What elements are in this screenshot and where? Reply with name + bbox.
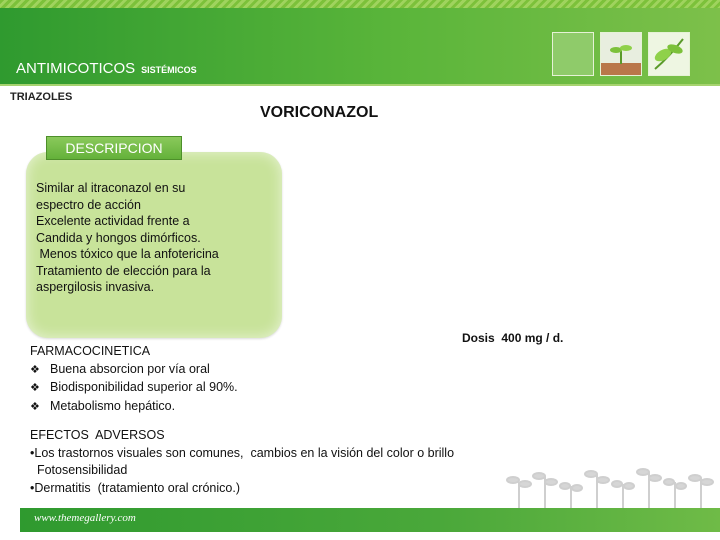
list-item: [30, 379, 238, 398]
description-line: Tratamiento de elección para la: [36, 263, 211, 278]
sprouts-decoration-icon: [505, 466, 715, 508]
description-line: Candida y hongos dimórficos.: [36, 230, 201, 245]
pharmacokinetics-heading: FARMACOCINETICA: [30, 344, 151, 358]
description-tab: DESCRIPCION: [46, 136, 182, 160]
page-title: VORICONAZOL: [260, 104, 379, 121]
description-line: Similar al itraconazol en su: [36, 181, 186, 195]
description-line: Excelente actividad frente a: [36, 214, 190, 228]
list-item: [30, 398, 238, 417]
description-line: aspergilosis invasiva.: [36, 280, 155, 294]
list-item-text: Buena absorcion por vía oral: [50, 361, 210, 376]
pharmacokinetics-section: [30, 343, 238, 416]
diamond-bullet-icon: ❖: [30, 363, 40, 376]
header-title-main: ANTIMICOTICOS: [16, 60, 136, 77]
description-text: [36, 180, 254, 296]
description-line: espectro de acción: [36, 197, 141, 212]
slide-header-title: [16, 60, 197, 78]
diamond-bullet-icon: ❖: [30, 382, 40, 394]
plant-leaves-image: [648, 32, 690, 76]
adverse-effects-heading: EFECTOS ADVERSOS: [30, 428, 165, 442]
description-line: Menos tóxico que la anfotericina: [36, 247, 219, 261]
list-item: [30, 361, 238, 380]
adverse-effects-line: •Dermatitis (tratamiento oral crónico.): [30, 480, 240, 495]
diamond-bullet-icon: ❖: [30, 400, 40, 413]
list-item-text: Metabolismo hepático.: [50, 398, 176, 413]
adverse-effects-line: Fotosensibilidad: [30, 463, 128, 477]
top-stripe: [0, 0, 720, 8]
section-label: TRIAZOLES: [10, 91, 73, 103]
decor-thumbnail-green: [552, 32, 594, 76]
footer-url: www.themegallery.com: [34, 512, 136, 524]
dose-text: Dosis 400 mg / d.: [462, 331, 564, 345]
list-item-text: Biodisponibilidad superior al 90%.: [50, 380, 238, 394]
header-title-sub: SISTÉMICOS: [141, 65, 197, 75]
adverse-effects-line: •Los trastornos visuales son comunes, cambios en la visión del color o brillo: [30, 445, 455, 460]
adverse-effects-section: [30, 427, 454, 497]
header-divider: [0, 84, 720, 86]
seedling-soil-image: [600, 32, 642, 76]
